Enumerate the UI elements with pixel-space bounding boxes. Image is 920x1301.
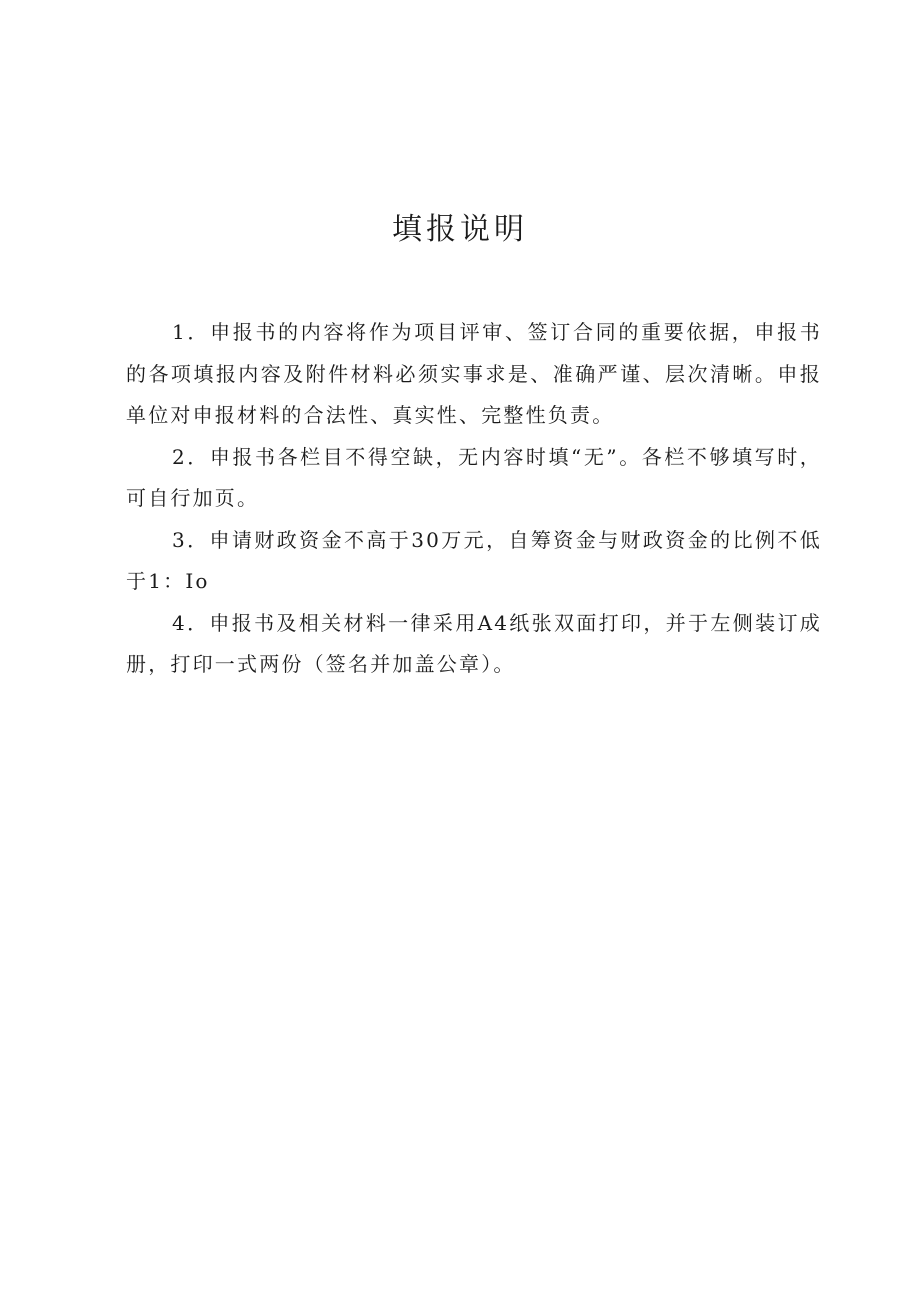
instruction-item-4: 4．申报书及相关材料一律采用A4纸张双面打印，并于左侧装订成册，打印一式两份（签名并加盖公章）。 bbox=[126, 610, 822, 676]
instruction-item-2: 2．申报书各栏目不得空缺，无内容时填“无”。各栏不够填写时，可自行加页。 bbox=[126, 444, 822, 510]
page-title: 填报说明 bbox=[392, 212, 528, 247]
instruction-item-3: 3．申请财政资金不高于30万元，自筹资金与财政资金的比例不低于1：Io bbox=[126, 527, 822, 593]
instructions-body bbox=[126, 312, 822, 686]
instruction-item-1: 1．申报书的内容将作为项目评审、签订合同的重要依据，申报书的各项填报内容及附件材料必须实事求是、准确严谨、层次清晰。申报单位对申报材料的合法性、真实性、完整性负责。 bbox=[126, 320, 822, 427]
